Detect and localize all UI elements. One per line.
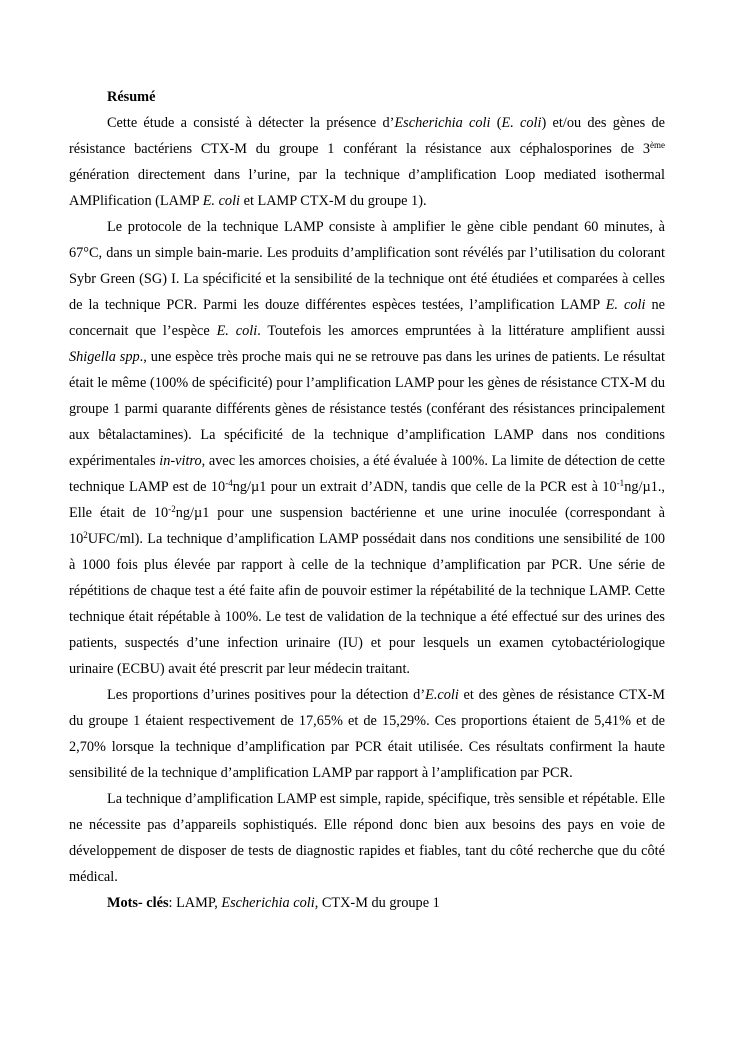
superscript: ème (650, 140, 665, 150)
text: Les proportions d’urines positives pour la détection d’ (107, 687, 426, 703)
superscript: 2 (83, 530, 88, 540)
keywords-line (69, 890, 665, 916)
text: ng/µ1., Elle était de 10 (69, 479, 665, 521)
text: Le protocole de la technique LAMP consiste à amplifier le gène cible pendant 60 minutes, à 67°C, dans un simple bain-marie. Les produits d’amplification sont révélés par l’utilisation du colorant Sybr Green (SG) I. La spécificité et la sensibilité de la technique ont été étudiées et comparées à celles de la technique PCR. Parmi les douze différentes espèces testées, l’amplification LAMP (69, 219, 665, 313)
superscript: -4 (225, 478, 233, 488)
text: ) et/ou des gènes de résistance bactériens CTX-M du groupe 1 conférant la résistance aux céphalosporines de 3 (69, 115, 665, 157)
organism-abbr: E. coli (216, 323, 258, 339)
text: : LAMP, (168, 895, 222, 911)
text: ( (490, 115, 502, 131)
organism-name: Escherichia coli (394, 115, 491, 131)
text: Cette étude a consisté à détecter la présence d’ (107, 115, 395, 131)
organism-name: Escherichia coli (221, 895, 315, 911)
paragraph-objective (69, 110, 665, 214)
text: ng/µ1 pour un extrait d’ADN, tandis que celle de la PCR est à 10 (232, 479, 617, 495)
organism-abbr: E. coli (202, 193, 241, 209)
text: ., une espèce très proche mais qui ne se retrouve pas dans les urines de patients. Le résultat était le même (100% de spécificité) pour l’amplification LAMP pour les gènes de résistance CTX-M du groupe 1 parmi quarante différents gènes de résistance testés (conférant des résistances principalement aux bêtalactamines). La spécificité de la technique d’amplification LAMP dans nos conditions expérimentales (69, 349, 665, 469)
text: génération directement dans l’urine, par la technique d’amplification Loop mediated isothermal AMPlification (LAMP (69, 167, 665, 209)
organism-abbr: E. coli (605, 297, 646, 313)
text: ng/µ1 pour une suspension bactérienne et une urine inoculée (correspondant à 10 (69, 505, 665, 547)
italic-term: in-vitro (159, 453, 202, 469)
paragraph-protocol (69, 214, 665, 682)
text: . Toutefois les amorces empruntées à la littérature amplifient aussi (257, 323, 665, 339)
superscript: -1 (616, 478, 625, 488)
text: , CTX-M du groupe 1 (314, 895, 440, 911)
abstract-page (69, 84, 665, 916)
text: et des gènes de résistance CTX-M du groupe 1 étaient respectivement de 17,65% et de 15,29%. Ces proportions étaient de 5,41% et de 2,70% lorsque la technique d’amplification par PCR était utilisée. Ces résultats confirment la haute sensibilité de la technique d’amplification LAMP par rapport à l’amplification par PCR. (69, 687, 665, 781)
text: et LAMP CTX-M du groupe 1). (240, 193, 427, 209)
text: La technique d’amplification LAMP est simple, rapide, spécifique, très sensible et répétable. Elle ne nécessite pas d’appareils sophistiqués. Elle répond donc bien aux besoins des pays en voie de développement de disposer de tests de diagnostic rapides et fiables, tant du côté recherche que du côté médical. (69, 791, 665, 885)
paragraph-results (69, 682, 665, 786)
text: ne concernait que l’espèce (69, 297, 665, 339)
text: , avec les amorces choisies, a été évaluée à 100%. La limite de détection de cette technique LAMP est de 10 (69, 453, 665, 495)
keywords-label: Mots- clés (107, 895, 169, 911)
text: UFC/ml). La technique d’amplification LAMP possédait dans nos conditions une sensibilité de 100 à 1000 fois plus élevée par rapport à celle de la technique d’amplification par PCR. Une série de répétitions de chaque test a été faite afin de pouvoir estimer la répétabilité de la technique LAMP. Cette technique était répétable à 100%. Le test de validation de la technique a été effectué sur des urines des patients, suspectés d’une infection urinaire (IU) et pour lesquels un examen cytobactériologique urinaire (ECBU) avait été prescrit par leur médecin traitant. (69, 531, 665, 677)
organism-abbr: E.coli (425, 687, 459, 703)
organism-name: Shigella spp (69, 349, 140, 365)
superscript: -2 (168, 504, 176, 514)
paragraph-conclusion (69, 786, 665, 890)
page-title: Résumé (107, 89, 156, 105)
organism-abbr: E. coli (501, 115, 542, 131)
